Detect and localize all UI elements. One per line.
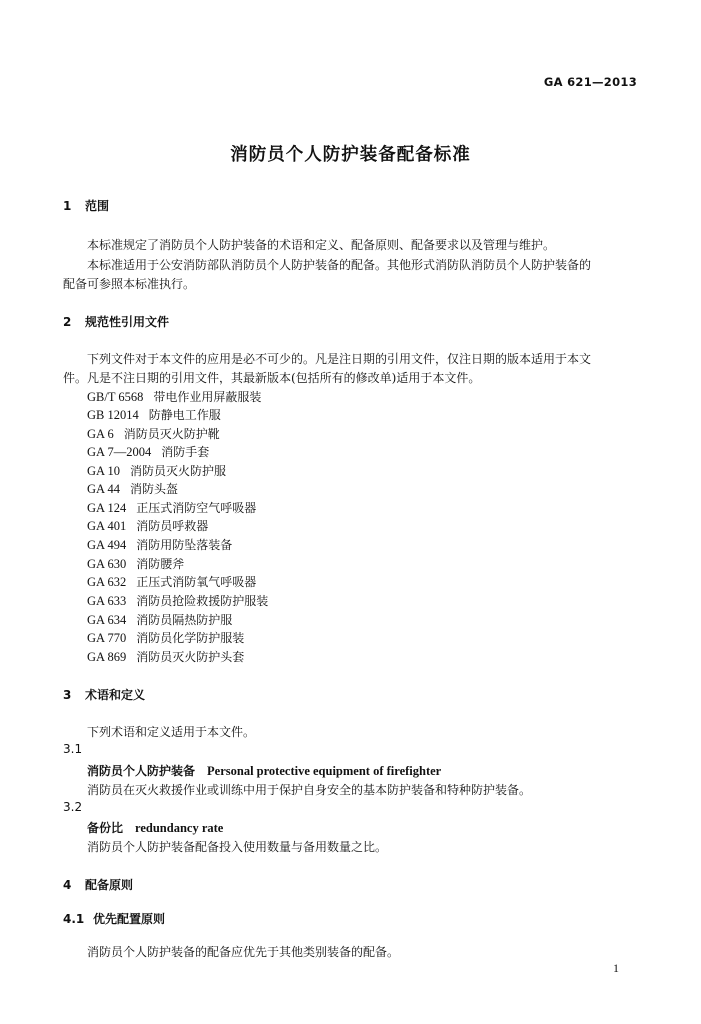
reference-code: GA 869 xyxy=(87,650,127,664)
reference-item xyxy=(87,462,226,479)
subsection-4-1-paragraph: 消防员个人防护装备的配备应优先于其他类别装备的配备。 xyxy=(87,945,400,959)
reference-item xyxy=(87,406,221,423)
standard-code: GA 621—2013 xyxy=(543,75,637,89)
reference-item xyxy=(87,555,184,572)
subsection-title: 优先配置原则 xyxy=(93,912,166,926)
section-title: 范围 xyxy=(85,199,110,213)
section-number: 2 xyxy=(63,315,72,329)
section-1-paragraph-1: 本标准规定了消防员个人防护装备的术语和定义、配备原则、配备要求以及管理与维护。 xyxy=(87,238,556,252)
section-2-heading xyxy=(63,313,169,330)
reference-item xyxy=(87,629,244,646)
reference-code: GA 770 xyxy=(87,631,127,645)
section-number: 3 xyxy=(63,688,72,702)
reference-name: 消防头盔 xyxy=(130,482,179,496)
reference-name: 消防员灭火防护服 xyxy=(130,464,227,478)
term-definition: 消防员在灭火救援作业或训练中用于保护自身安全的基本防护装备和特种防护装备。 xyxy=(87,783,532,797)
reference-item xyxy=(87,425,220,442)
reference-code: GA 7—2004 xyxy=(87,445,152,459)
reference-name: 防静电工作服 xyxy=(148,408,221,422)
reference-item xyxy=(87,517,208,534)
section-2-paragraph-line-2: 件。凡是不注日期的引用文件，其最新版本(包括所有的修改单)适用于本文件。 xyxy=(63,371,481,385)
section-number: 4 xyxy=(63,878,72,892)
reference-code: GA 10 xyxy=(87,464,120,478)
reference-item xyxy=(87,388,261,405)
section-number: 1 xyxy=(63,199,72,213)
subsection-number: 4.1 xyxy=(63,912,85,926)
section-title: 规范性引用文件 xyxy=(85,315,170,329)
page-number: 1 xyxy=(613,961,619,975)
reference-name: 正压式消防氧气呼吸器 xyxy=(136,575,257,589)
term-number: 3.1 xyxy=(63,742,83,756)
reference-code: GA 494 xyxy=(87,538,127,552)
section-3-intro: 下列术语和定义适用于本文件。 xyxy=(87,725,256,739)
reference-name: 消防员化学防护服装 xyxy=(136,631,245,645)
reference-item xyxy=(87,480,178,497)
term-en: Personal protective equipment of firefighter xyxy=(207,764,442,778)
reference-item xyxy=(87,648,244,665)
section-title: 术语和定义 xyxy=(85,688,146,702)
reference-name: 消防员抢险救援防护服装 xyxy=(136,594,269,608)
reference-code: GA 634 xyxy=(87,613,127,627)
section-1-paragraph-2-line-2: 配备可参照本标准执行。 xyxy=(63,277,196,291)
subsection-4-1-heading xyxy=(63,910,165,927)
reference-code: GA 632 xyxy=(87,575,127,589)
reference-code: GA 124 xyxy=(87,501,127,515)
reference-name: 消防员灭火防护靴 xyxy=(123,427,220,441)
reference-code: GA 44 xyxy=(87,482,120,496)
document-title: 消防员个人防护装备配备标准 xyxy=(230,145,471,165)
reference-code: GB 12014 xyxy=(87,408,139,422)
section-3-heading xyxy=(63,686,145,703)
reference-code: GA 630 xyxy=(87,557,127,571)
term-number: 3.2 xyxy=(63,800,83,814)
section-1-heading xyxy=(63,197,109,214)
section-4-heading xyxy=(63,876,133,893)
term-zh: 消防员个人防护装备 xyxy=(87,764,196,778)
section-2-paragraph-line-1: 下列文件对于本文件的应用是必不可少的。凡是注日期的引用文件，仅注日期的版本适用于本文 xyxy=(87,352,592,366)
section-title: 配备原则 xyxy=(85,878,134,892)
reference-item xyxy=(87,611,232,628)
reference-name: 消防员呼救器 xyxy=(136,519,209,533)
term-zh: 备份比 xyxy=(87,821,124,835)
reference-name: 消防员灭火防护头套 xyxy=(136,650,245,664)
reference-item xyxy=(87,443,209,460)
reference-code: GA 6 xyxy=(87,427,114,441)
reference-name: 消防用防坠落装备 xyxy=(136,538,233,552)
reference-item xyxy=(87,573,256,590)
reference-item xyxy=(87,592,268,609)
reference-item xyxy=(87,536,232,553)
reference-code: GA 401 xyxy=(87,519,127,533)
term-en: redundancy rate xyxy=(135,821,224,835)
reference-name: 消防腰斧 xyxy=(136,557,185,571)
section-1-paragraph-2-line-1: 本标准适用于公安消防部队消防员个人防护装备的配备。其他形式消防队消防员个人防护装备的 xyxy=(87,258,592,272)
reference-code: GA 633 xyxy=(87,594,127,608)
reference-name: 消防员隔热防护服 xyxy=(136,613,233,627)
reference-name: 消防手套 xyxy=(161,445,210,459)
term-definition: 消防员个人防护装备配备投入使用数量与备用数量之比。 xyxy=(87,840,388,854)
term-heading xyxy=(87,762,441,779)
reference-item xyxy=(87,499,256,516)
term-heading xyxy=(87,819,223,836)
reference-name: 正压式消防空气呼吸器 xyxy=(136,501,257,515)
reference-name: 带电作业用屏蔽服装 xyxy=(153,390,262,404)
reference-code: GB/T 6568 xyxy=(87,390,144,404)
